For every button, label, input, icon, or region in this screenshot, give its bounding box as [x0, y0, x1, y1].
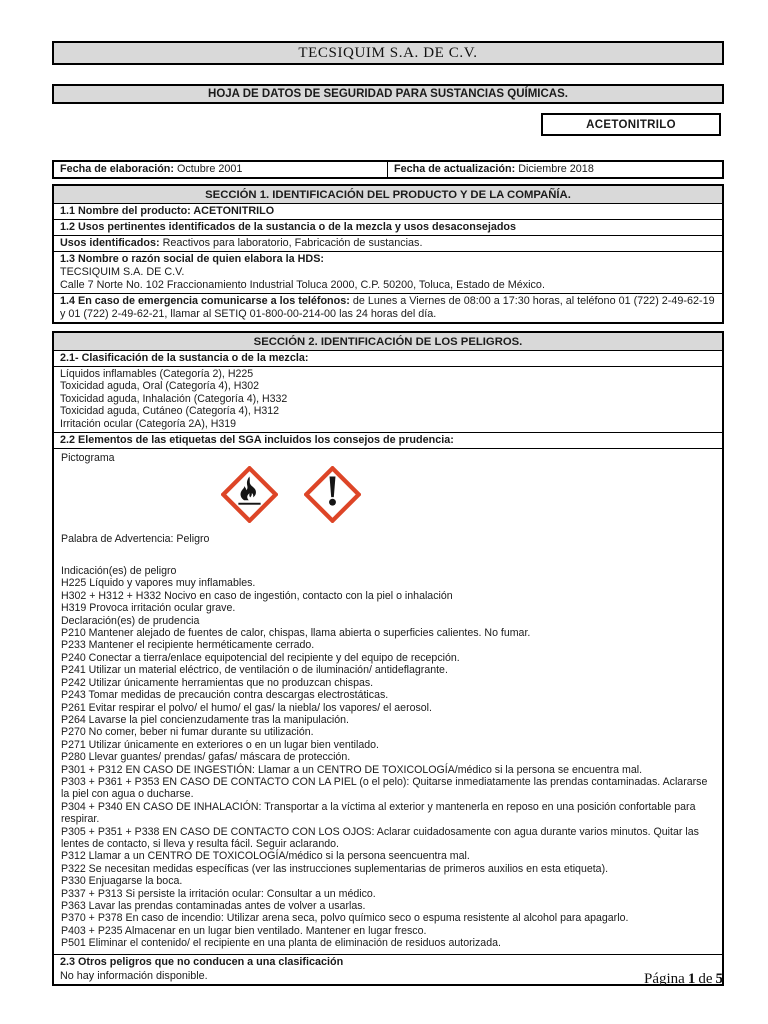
precaution-statement: P301 + P312 EN CASO DE INGESTIÓN: Llamar a un CENTRO DE TOXICOLOGÍA/médico si la persona se encuentra mal. [61, 763, 643, 776]
precaution-statement: P337 + P313 Si persiste la irritación ocular: Consultar a un médico. [61, 887, 376, 900]
manufacturer-address: Calle 7 Norte No. 102 Fraccionamiento Industrial Toluca 2000, C.P. 50200, Toluca, Estado de México. [60, 279, 545, 291]
precaution-statement: P270 No comer, beber ni fumar durante su utilización. [61, 726, 314, 739]
update-date-cell [388, 162, 722, 177]
precaution-statement: P304 + P340 EN CASO DE INHALACIÓN: Transportar a la víctima al exterior y mantenerla en reposo en una posición confortable para respirar. [61, 800, 696, 826]
company-name: TECSIQUIM S.A. DE C.V. [298, 44, 478, 61]
hazard-statement: H302 + H312 + H332 Nocivo en caso de ingestión, contacto con la piel o inhalación [61, 589, 453, 602]
row-1-1-product-name: 1.1 Nombre del producto: ACETONITRILO [54, 203, 722, 219]
identified-uses-value: Reactivos para laboratorio, Fabricación de sustancias. [159, 237, 423, 249]
hazard-statement: H225 Líquido y vapores muy inflamables. [61, 577, 256, 590]
elaboration-date-value: Octubre 2001 [174, 163, 243, 175]
precaution-statement: P241 Utilizar un material eléctrico, de ventilación o de iluminación/ antideflagrante. [61, 664, 448, 677]
emergency-label: 1.4 En caso de emergencia comunicarse a los teléfonos: [60, 295, 350, 307]
dates-table [52, 160, 724, 179]
product-name-box [541, 113, 721, 136]
row-1-2-uses-heading: 1.2 Usos pertinentes identificados de la sustancia o de la mezcla y usos desaconsejados [54, 219, 722, 235]
section-2-header: SECCIÓN 2. IDENTIFICACIÓN DE LOS PELIGROS. [54, 333, 722, 350]
document-title: HOJA DE DATOS DE SEGURIDAD PARA SUSTANCIAS QUÍMICAS. [208, 88, 568, 100]
precaution-statement: P312 Llamar a un CENTRO DE TOXICOLOGÍA/médico si la persona seencuentra mal. [61, 850, 470, 863]
row-2-1-heading: 2.1- Clasificación de la sustancia o de la mezcla: [54, 350, 722, 366]
classification-item: Irritación ocular (Categoría 2A), H319 [60, 417, 237, 430]
classification-item: Toxicidad aguda, Cutáneo (Categoría 4), H312 [60, 405, 280, 418]
classification-item: Toxicidad aguda, Oral (Categoría 4), H302 [60, 380, 260, 393]
company-header-bar [52, 41, 724, 65]
precaution-statement: P303 + P361 + P353 EN CASO DE CONTACTO CON LA PIEL (o el pelo): Quitarse inmediatamente las prendas contaminadas. Aclararse la piel con agua o ducharse. [61, 775, 708, 801]
footer-of-word: de [698, 971, 713, 987]
precaution-statement: P240 Conectar a tierra/enlace equipotencial del recipiente y del equipo de recepción. [61, 651, 460, 664]
section-1-table [52, 184, 724, 324]
footer-page-word: Página [644, 971, 685, 987]
classification-list [54, 366, 722, 432]
section-1-header: SECCIÓN 1. IDENTIFICACIÓN DEL PRODUCTO Y DE LA COMPAÑÍA. [54, 186, 722, 203]
hazard-statement: H319 Provoca irritación ocular grave. [61, 602, 236, 615]
row-1-3-manufacturer [54, 251, 722, 293]
hazard-statements-heading: Indicación(es) de peligro [61, 565, 177, 578]
precaution-statement: P243 Tomar medidas de precaución contra descargas electrostáticas. [61, 689, 389, 702]
pictogram-label: Pictograma [61, 452, 115, 465]
manufacturer-heading: 1.3 Nombre o razón social de quien elabora la HDS: [60, 253, 324, 265]
document-title-bar [52, 84, 724, 104]
row-2-2-heading: 2.2 Elementos de las etiquetas del SGA incluidos los consejos de prudencia: [54, 432, 722, 448]
update-date-value: Diciembre 2018 [515, 163, 594, 175]
precaution-statement: P403 + P235 Almacenar en un lugar bien ventilado. Mantener en lugar fresco. [61, 924, 427, 937]
label-elements-block [54, 448, 722, 954]
classification-item: Toxicidad aguda, Inhalación (Categoría 4), H332 [60, 392, 288, 405]
row-identified-uses [54, 235, 722, 251]
precaution-statements-heading: Declaración(es) de prudencia [61, 614, 200, 627]
signal-word-line: Palabra de Advertencia: Peligro [61, 533, 210, 546]
row-2-3-content: No hay información disponible. [60, 969, 208, 982]
precaution-statement: P233 Mantener el recipiente herméticamente cerrado. [61, 639, 315, 652]
section-2-table [52, 331, 724, 986]
precaution-statement: P501 Eliminar el contenido/ el recipiente en una planta de eliminación de residuos autorizada. [61, 937, 501, 950]
flame-pictogram-icon [221, 466, 278, 523]
classification-item: Líquidos inflamables (Categoría 2), H225 [60, 368, 254, 380]
manufacturer-name: TECSIQUIM S.A. DE C.V. [60, 266, 185, 278]
precaution-statement: P370 + P378 En caso de incendio: Utilizar arena seca, polvo químico seco o espuma resistente al alcohol para apagarlo. [61, 912, 629, 925]
exclamation-pictogram-icon [304, 466, 361, 523]
identified-uses-label: Usos identificados: [60, 237, 160, 249]
pictogram-row [221, 466, 715, 524]
precaution-statements-list [61, 627, 715, 950]
precaution-statement: P330 Enjuagarse la boca. [61, 875, 183, 888]
precaution-statement: P242 Utilizar únicamente herramientas que no produzcan chispas. [61, 676, 374, 689]
precaution-statement: P280 Llevar guantes/ prendas/ gafas/ máscara de protección. [61, 751, 351, 764]
precaution-statement: P271 Utilizar únicamente en exteriores o en un lugar bien ventilado. [61, 738, 380, 751]
precaution-statement: P363 Lavar las prendas contaminadas antes de volver a usarlas. [61, 900, 366, 912]
hazard-statements-list [61, 577, 715, 614]
precaution-statement: P210 Mantener alejado de fuentes de calor, chispas, llama abierta o superficies calientes. No fumar. [61, 627, 531, 640]
footer-total-pages: 5 [715, 971, 723, 987]
footer-page-number: 1 [687, 971, 696, 987]
precaution-statement: P305 + P351 + P338 EN CASO DE CONTACTO CON LOS OJOS: Aclarar cuidadosamente con agua durante varios minutos. Quitar las lentes de contacto, si lleva y resulta fácil. Seguir aclarando. [61, 825, 699, 850]
update-date-label: Fecha de actualización: [394, 163, 516, 175]
product-name: ACETONITRILO [586, 118, 676, 131]
page-footer [644, 971, 723, 988]
elaboration-date-label: Fecha de elaboración: [60, 163, 174, 175]
row-1-4-emergency [54, 293, 722, 322]
emergency-value: de Lunes a Viernes de 08:00 a 17:30 horas, al teléfono 01 (722) 2-49-62-19 y 01 (722) 2-49-62-21, llamar al SETIQ 01-800-00-214-00 las 24 horas del día. [60, 295, 715, 320]
row-2-3-heading: 2.3 Otros peligros que no conducen a una clasificación [54, 954, 722, 970]
precaution-statement: P261 Evitar respirar el polvo/ el humo/ el gas/ la niebla/ los vapores/ el aerosol. [61, 701, 432, 714]
precaution-statement: P264 Lavarse la piel concienzudamente tras la manipulación. [61, 713, 349, 726]
precaution-statement: P322 Se necesitan medidas específicas (ver las instrucciones suplementarias de primeros auxilios en esta etiqueta). [61, 862, 609, 875]
elaboration-date-cell [54, 162, 388, 177]
